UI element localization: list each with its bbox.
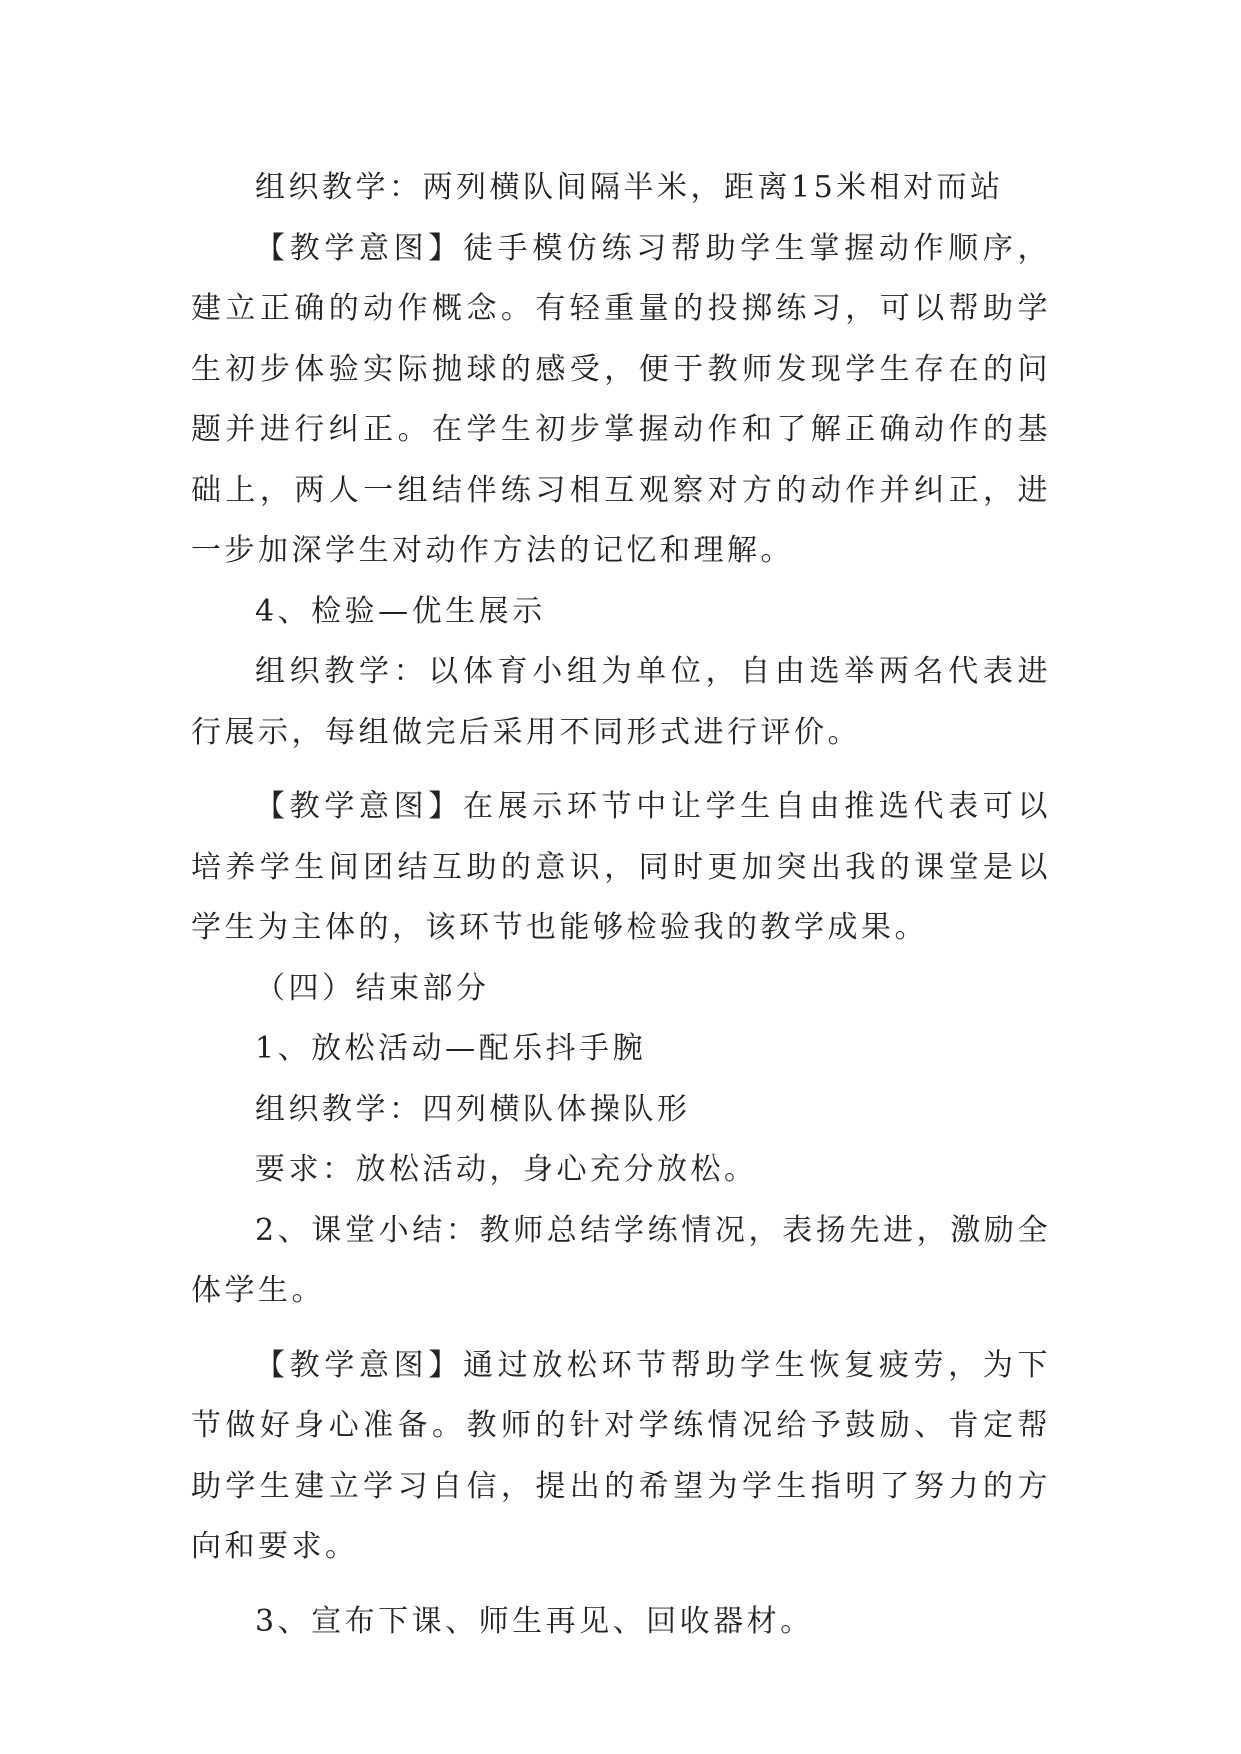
paragraph-intent-2: 【教学意图】在展示环节中让学生自由推选代表可以培养学生间团结互助的意识，同时更加突出我的课堂是以学生为主体的，该环节也能够检验我的教学成果。 (191, 789, 1051, 945)
paragraph-step-3-dismissal: 3、宣布下课、师生再见、回收器材。 (255, 1603, 814, 1639)
paragraph-step-2-summary: 2、课堂小结：教师总结学练情况，表扬先进，激励全体学生。 (191, 1212, 1051, 1308)
paragraph-intent-3: 【教学意图】通过放松环节帮助学生恢复疲劳，为下节做好身心准备。教师的针对学练情况给予鼓励、肯定帮助学生建立学习自信，提出的希望为学生指明了努力的方向和要求。 (191, 1347, 1051, 1564)
paragraph-organization-2: 组织教学：以体育小组为单位，自由选举两名代表进行展示，每组做完后采用不同形式进行评价。 (191, 654, 1051, 750)
paragraph-step-1-heading: 1、放松活动—配乐抖手腕 (255, 1031, 647, 1066)
document-body (191, 158, 1051, 1652)
paragraph-gap (191, 1322, 1051, 1336)
paragraph-requirement: 要求：放松活动，身心充分放松。 (255, 1152, 758, 1187)
paragraph-gap (191, 1578, 1051, 1592)
paragraph-gap (191, 763, 1051, 777)
paragraph-organization-1: 组织教学：两列横队间隔半米，距离15米相对而站 (255, 170, 1004, 205)
section-heading-ending: （四）结束部分 (255, 970, 490, 1006)
paragraph-intent-1: 【教学意图】徒手模仿练习帮助学生掌握动作顺序，建立正确的动作概念。有轻重量的投掷练习，可以帮助学生初步体验实际抛球的感受，便于教师发现学生存在的问题并进行纠正。在学生初步掌握动作和了解正确动作的基础上，两人一组结伴练习相互观察对方的动作并纠正，进一步加深学生对动作方法的记忆和理解。 (191, 230, 1051, 568)
paragraph-organization-3: 组织教学：四列横队体操队形 (255, 1091, 691, 1127)
paragraph-step-4-heading: 4、检验—优生展示 (255, 593, 546, 629)
